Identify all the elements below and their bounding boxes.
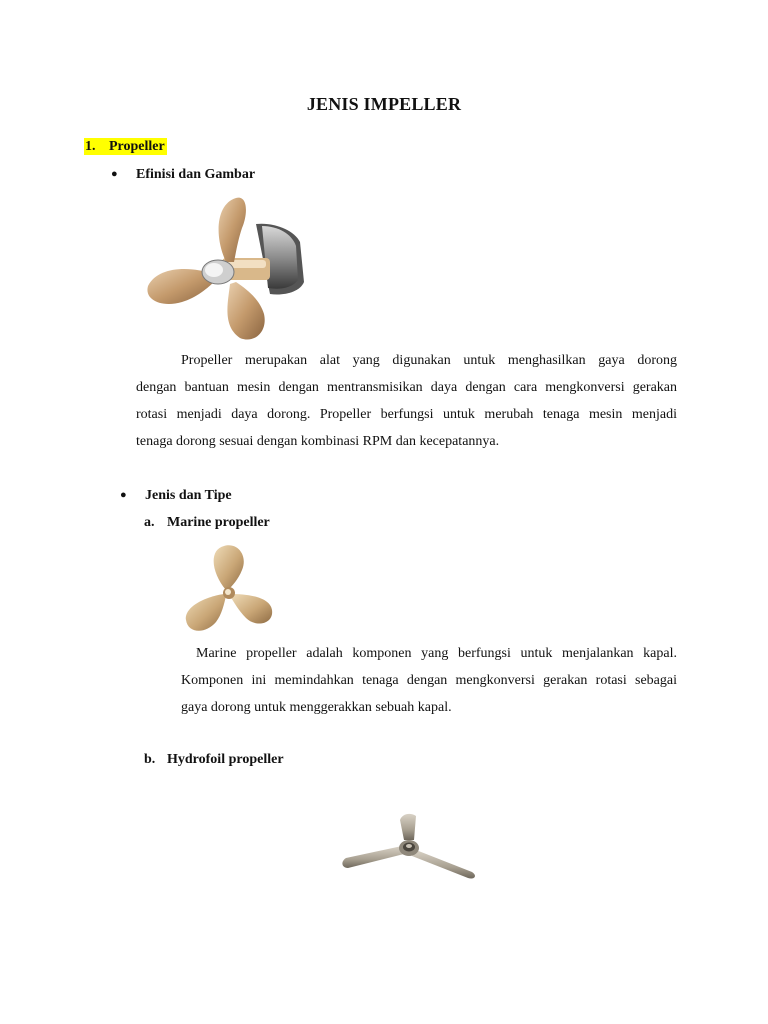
bullet-icon: ● [120, 489, 127, 501]
sub-letter: b. [144, 752, 156, 767]
subheading-marine-propeller [144, 515, 270, 531]
bullet-icon: ● [111, 168, 118, 180]
hydrofoil-propeller-icon [338, 810, 480, 880]
bullet-label: Efinisi dan Gambar [136, 167, 256, 182]
paragraph-line: Komponen ini memindahkan tenaga dengan mengkonversi gerakan rotasi sebagai [181, 673, 677, 688]
sub-letter: a. [144, 515, 155, 530]
paragraph-line: gaya dorong untuk menggerakkan sebuah kapal. [181, 700, 452, 715]
bullet-jenis-tipe [120, 488, 232, 504]
section-number: 1. [85, 139, 96, 154]
paragraph-propeller-definition [136, 347, 677, 455]
paragraph-line: tenaga dorong sesuai dengan kombinasi RPM dan kecepatannya. [136, 434, 500, 449]
sub-label: Hydrofoil propeller [167, 752, 284, 767]
sub-label: Marine propeller [167, 515, 270, 530]
paragraph-line: dengan bantuan mesin dengan mentransmisikan daya dengan cara mengkonversi gerakan [136, 380, 677, 395]
highlighted-heading [84, 138, 167, 155]
bullet-efinisi [111, 167, 255, 183]
section-label: Propeller [109, 139, 165, 154]
page-title: JENIS IMPELLER [306, 94, 462, 114]
section-heading-propeller [84, 139, 167, 155]
paragraph-line: Propeller merupakan alat yang digunakan untuk menghasilkan gaya dorong [181, 353, 677, 368]
bullet-label: Jenis dan Tipe [145, 488, 232, 503]
bronze-three-blade-propeller-icon [144, 196, 308, 342]
marine-propeller-icon [180, 544, 276, 634]
paragraph-line: Marine propeller adalah komponen yang berfungsi untuk menjalankan kapal. [196, 646, 677, 661]
paragraph-marine-propeller [181, 640, 677, 721]
paragraph-line: rotasi menjadi daya dorong. Propeller berfungsi untuk merubah tenaga mesin menjadi [136, 407, 677, 422]
subheading-hydrofoil-propeller [144, 752, 284, 768]
